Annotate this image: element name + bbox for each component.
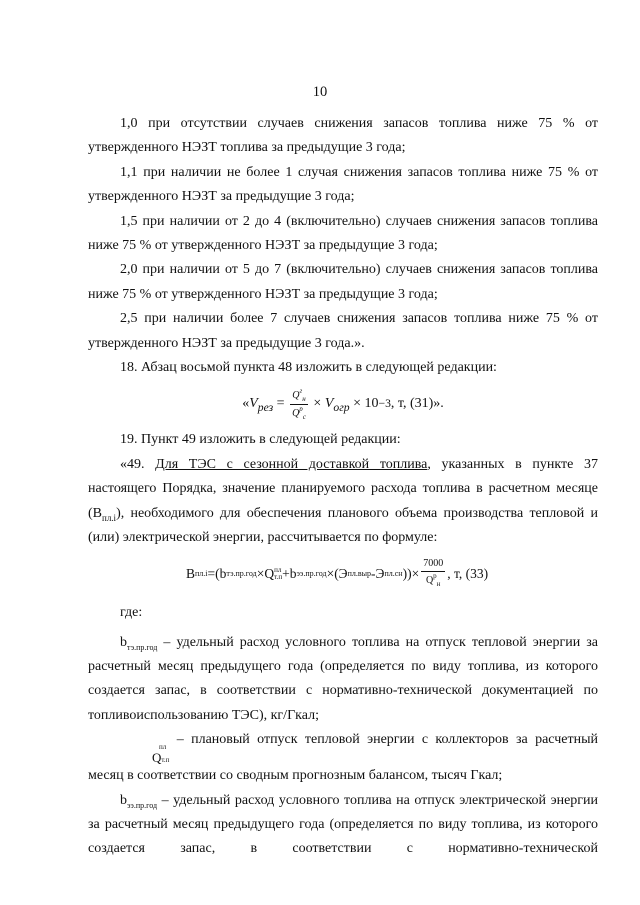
formula-subscript: огр — [333, 401, 350, 415]
fraction-denominator — [424, 572, 442, 588]
coefficient-item — [88, 258, 598, 307]
formula-fraction — [421, 559, 445, 588]
formula-superscript: пл — [274, 565, 282, 574]
formula-v-res — [249, 396, 274, 415]
coefficient-value: 2,5 — [120, 311, 138, 327]
formula-symbol: V — [249, 396, 258, 412]
coefficient-value: 1,0 — [120, 116, 138, 131]
formula-text: -Э — [371, 565, 385, 581]
paragraph-49-end: ), необходимого для обеспечения планового объема производства тепловой и (или) электрической энергии, рассчитывается по формуле: — [88, 505, 598, 546]
formula-symbol: Q — [292, 407, 300, 419]
definition-item — [88, 631, 598, 729]
symbol-superscript: пл — [159, 743, 167, 752]
formula-symbol: Q — [425, 574, 434, 586]
paragraph-49-subscript: пл.i — [102, 512, 117, 523]
formula-text: ×(Э — [326, 565, 348, 581]
definition-text: – удельный расход условного топлива на отпуск тепловой энергии за расчетный месяц предыдущего года (определяется по виду топлива, из которого создается запас, в соответствии с нормативно-технической документацией по топливоиспользованию ТЭС), кг/Гкал; — [88, 634, 598, 723]
formula-tail: , т, (31)». — [390, 396, 444, 412]
definition-text: – плановый отпуск тепловой энергии с коллекторов за расчетный месяц в соответствии со сводным прогнозным балансом, тысяч Гкал; — [88, 732, 598, 784]
amendment-item-19: 19. Пункт 49 изложить в следующей редакции: — [120, 432, 401, 448]
coefficient-text: при отсутствии случаев снижения запасов топлива ниже 75 % от утвержденного НЭЗТ топлива за предыдущие 3 года; — [88, 116, 599, 156]
formula-open-quote: « — [242, 396, 250, 412]
where-label: где: — [120, 605, 143, 621]
formula-text: +b — [282, 565, 297, 581]
formula-subscript: н — [302, 394, 306, 403]
formula-subscript: н — [436, 579, 441, 588]
formula-subscript: рез — [257, 401, 274, 415]
definition-symbol — [120, 635, 157, 650]
paragraph-49-underlined: Для ТЭС с сезонной доставкой топлива — [155, 456, 428, 472]
formula-fraction — [290, 388, 308, 422]
formula-equals: = — [276, 396, 285, 412]
paragraph-49 — [88, 453, 598, 551]
coefficient-value: 1,5 — [120, 213, 138, 229]
coefficient-text: при наличии более 7 случаев снижения запасов топлива ниже 75 % от утвержденного НЭЗТ за предыдущие 3 года.». — [88, 311, 598, 351]
formula-superscript: г — [299, 386, 303, 395]
formula-subscript: с — [302, 412, 306, 421]
formula-text: =(b — [207, 565, 227, 581]
coefficient-text: при наличии от 2 до 4 (включительно) случаев снижения запасов топлива ниже 75 % от утвержденного НЭЗТ за предыдущие 3 года; — [88, 213, 598, 254]
definition-item — [88, 728, 598, 788]
definition-symbol — [120, 793, 157, 808]
formula-superscript: р — [433, 571, 437, 580]
formula-indices — [274, 567, 282, 581]
fraction-denominator — [290, 405, 308, 421]
document-body — [88, 112, 598, 862]
formula-superscript: р — [299, 404, 303, 413]
coefficient-item — [88, 112, 598, 161]
formula-subscript: т.п — [274, 572, 283, 581]
symbol-subscript: тэ.пр.год — [127, 642, 158, 652]
formula-symbol: V — [324, 396, 334, 412]
definition-item — [88, 789, 598, 862]
definition-symbol — [120, 744, 169, 764]
fraction-numerator: 7000 — [421, 559, 445, 572]
coefficient-item — [88, 210, 598, 259]
formula-31: « $V_{рез}$ = $\frac{Q^г_н}{Q^р_с}$ × $V_{огр}$ × 10 −3 , т, (31)». — [242, 386, 444, 421]
coefficient-value: 1,1 — [120, 164, 138, 180]
formula-text: ))× — [402, 565, 420, 581]
formula-power-base: × 10 — [353, 396, 379, 412]
formula-times: × — [313, 396, 322, 412]
coefficient-text: при наличии от 5 до 7 (включительно) случаев снижения запасов топлива ниже 75 % от утвержденного НЭЗТ за предыдущие 3 года; — [88, 262, 598, 302]
formula-symbol: Q — [292, 389, 300, 401]
formula-33: В пл.i =(b тэ.пр.год ×Q пл т.п +b ээ.пр.год ×(Э пл.выр -Э пл.сн ))× $\frac{7000}{Q^р_н}$ , т, (33) — [186, 558, 489, 588]
formula-text: ×Q — [256, 565, 275, 581]
symbol-subscript: ээ.пр.год — [127, 800, 158, 810]
formula-tail: , т, (33) — [447, 565, 489, 581]
paragraph-49-text: , указанных в пункте 37 настоящего Порядка, значение планируемого расхода топлива в расчетном месяце (В — [88, 456, 598, 521]
formula-symbol: В — [186, 565, 196, 581]
symbol-letter: Q — [152, 750, 162, 766]
definition-text: – удельный расход условного топлива на отпуск электрической энергии за расчетный месяц предыдущего года (определяется по виду топлива, из которого создается запас, в соответствии с нормативно-технической — [88, 792, 599, 857]
coefficient-text: при наличии не более 1 случая снижения запасов топлива ниже 75 % от утвержденного НЭЗТ за предыдущие 3 года; — [88, 164, 599, 205]
page-number: 10 — [312, 84, 328, 100]
coefficient-value: 2,0 — [120, 262, 138, 278]
fraction-numerator — [290, 388, 307, 405]
formula-v-limit — [324, 396, 350, 415]
coefficient-item — [88, 307, 598, 356]
coefficient-item — [88, 161, 598, 210]
paragraph-49-number: «49. — [120, 456, 145, 472]
symbol-letter: b — [120, 792, 127, 808]
symbol-letter: b — [120, 634, 127, 650]
symbol-subscript: т.п — [161, 756, 170, 765]
amendment-item-18: 18. Абзац восьмой пункта 48 изложить в следующей редакции: — [120, 360, 497, 376]
